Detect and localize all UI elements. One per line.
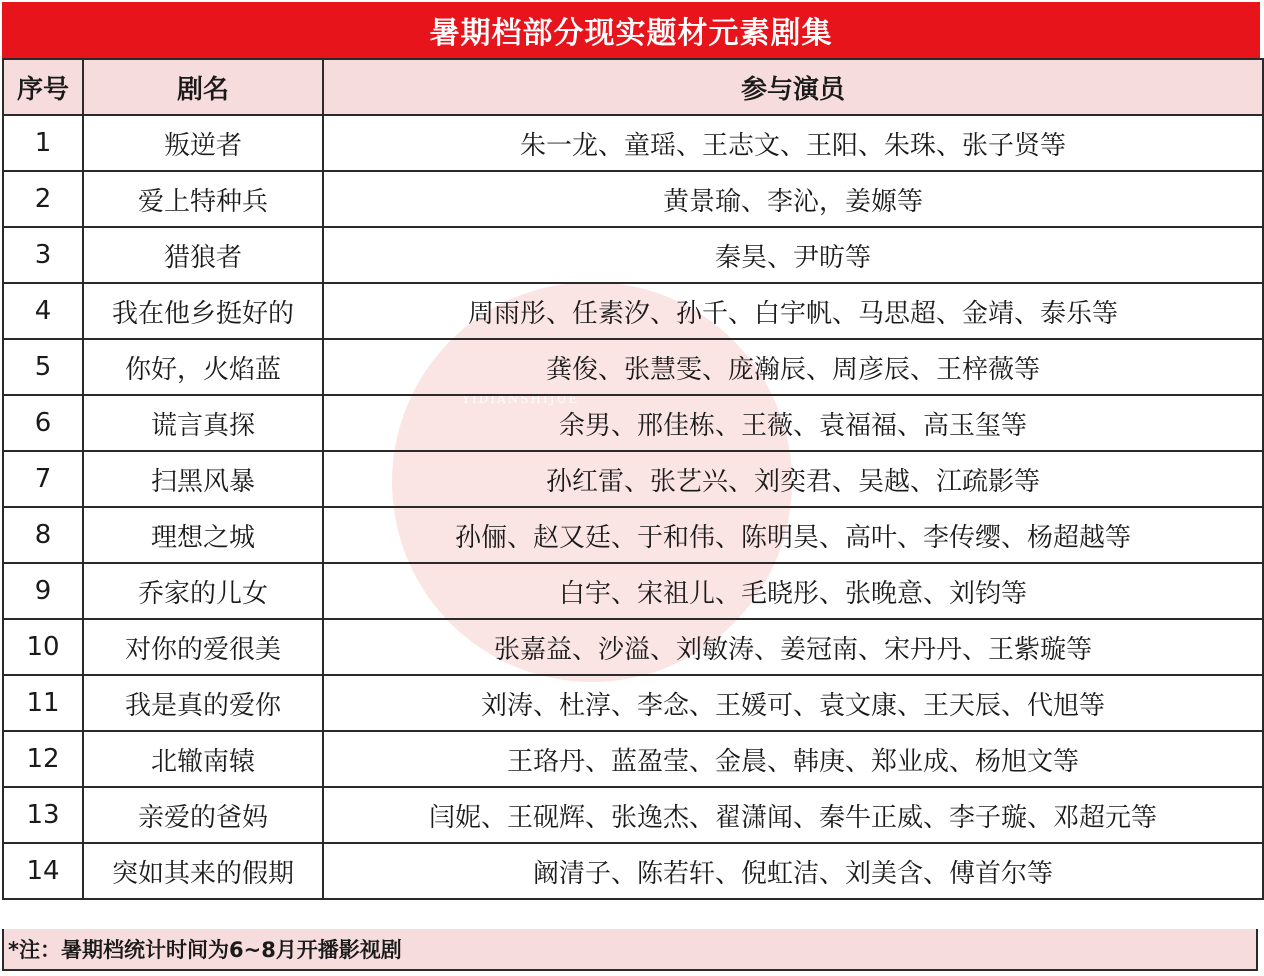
row-num: 5 — [3, 339, 83, 395]
table-row — [3, 731, 1263, 787]
header-num: 序号 — [3, 59, 83, 115]
row-name: 理想之城 — [83, 507, 323, 563]
table-row — [3, 171, 1263, 227]
row-name: 你好，火焰蓝 — [83, 339, 323, 395]
row-name: 北辙南辕 — [83, 731, 323, 787]
row-num: 6 — [3, 395, 83, 451]
footnote: *注：暑期档统计时间为6~8月开播影视剧 — [2, 929, 1258, 971]
table-row — [3, 227, 1263, 283]
row-cast: 闫妮、王砚辉、张逸杰、翟潇闻、秦牛正威、李子璇、邓超元等 — [323, 787, 1263, 843]
row-num: 14 — [3, 843, 83, 899]
row-cast: 孙俪、赵又廷、于和伟、陈明昊、高叶、李传缨、杨超越等 — [323, 507, 1263, 563]
row-name: 爱上特种兵 — [83, 171, 323, 227]
row-num: 7 — [3, 451, 83, 507]
watermark-text: YIDIANSHIJUE — [462, 392, 580, 406]
table-title: 暑期档部分现实题材元素剧集 — [2, 2, 1260, 58]
row-cast: 黄景瑜、李沁，姜嫄等 — [323, 171, 1263, 227]
row-num: 4 — [3, 283, 83, 339]
table-row — [3, 675, 1263, 731]
row-name: 突如其来的假期 — [83, 843, 323, 899]
row-num: 8 — [3, 507, 83, 563]
row-num: 12 — [3, 731, 83, 787]
row-num: 9 — [3, 563, 83, 619]
row-num: 10 — [3, 619, 83, 675]
row-name: 我是真的爱你 — [83, 675, 323, 731]
row-name: 乔家的儿女 — [83, 563, 323, 619]
row-cast: 余男、邢佳栋、王薇、袁福福、高玉玺等 — [323, 395, 1263, 451]
header-cast: 参与演员 — [323, 59, 1263, 115]
table-row — [3, 283, 1263, 339]
row-name: 亲爱的爸妈 — [83, 787, 323, 843]
row-num: 11 — [3, 675, 83, 731]
row-name: 叛逆者 — [83, 115, 323, 171]
row-name: 猎狼者 — [83, 227, 323, 283]
row-cast: 王珞丹、蓝盈莹、金晨、韩庚、郑业成、杨旭文等 — [323, 731, 1263, 787]
row-num: 1 — [3, 115, 83, 171]
table-row — [3, 843, 1263, 899]
table-row — [3, 395, 1263, 451]
row-cast: 白宇、宋祖儿、毛晓彤、张晚意、刘钧等 — [323, 563, 1263, 619]
row-name: 谎言真探 — [83, 395, 323, 451]
row-cast: 秦昊、尹昉等 — [323, 227, 1263, 283]
row-num: 13 — [3, 787, 83, 843]
table-row — [3, 787, 1263, 843]
table-row — [3, 339, 1263, 395]
table-row — [3, 451, 1263, 507]
row-name: 对你的爱很美 — [83, 619, 323, 675]
row-cast: 阚清子、陈若轩、倪虹洁、刘美含、傅首尔等 — [323, 843, 1263, 899]
row-cast: 朱一龙、童瑶、王志文、王阳、朱珠、张子贤等 — [323, 115, 1263, 171]
header-name: 剧名 — [83, 59, 323, 115]
table-row — [3, 507, 1263, 563]
row-cast: 刘涛、杜淳、李念、王媛可、袁文康、王天辰、代旭等 — [323, 675, 1263, 731]
table-row — [3, 115, 1263, 171]
row-cast: 周雨彤、任素汐、孙千、白宇帆、马思超、金靖、泰乐等 — [323, 283, 1263, 339]
row-name: 扫黑风暴 — [83, 451, 323, 507]
header-row — [3, 59, 1263, 115]
row-num: 3 — [3, 227, 83, 283]
drama-table — [2, 58, 1264, 900]
row-name: 我在他乡挺好的 — [83, 283, 323, 339]
row-num: 2 — [3, 171, 83, 227]
table-row — [3, 619, 1263, 675]
row-cast: 孙红雷、张艺兴、刘奕君、吴越、江疏影等 — [323, 451, 1263, 507]
row-cast: 张嘉益、沙溢、刘敏涛、姜冠南、宋丹丹、王紫璇等 — [323, 619, 1263, 675]
table-row — [3, 563, 1263, 619]
row-cast: 龚俊、张慧雯、庞瀚辰、周彦辰、王梓薇等 — [323, 339, 1263, 395]
